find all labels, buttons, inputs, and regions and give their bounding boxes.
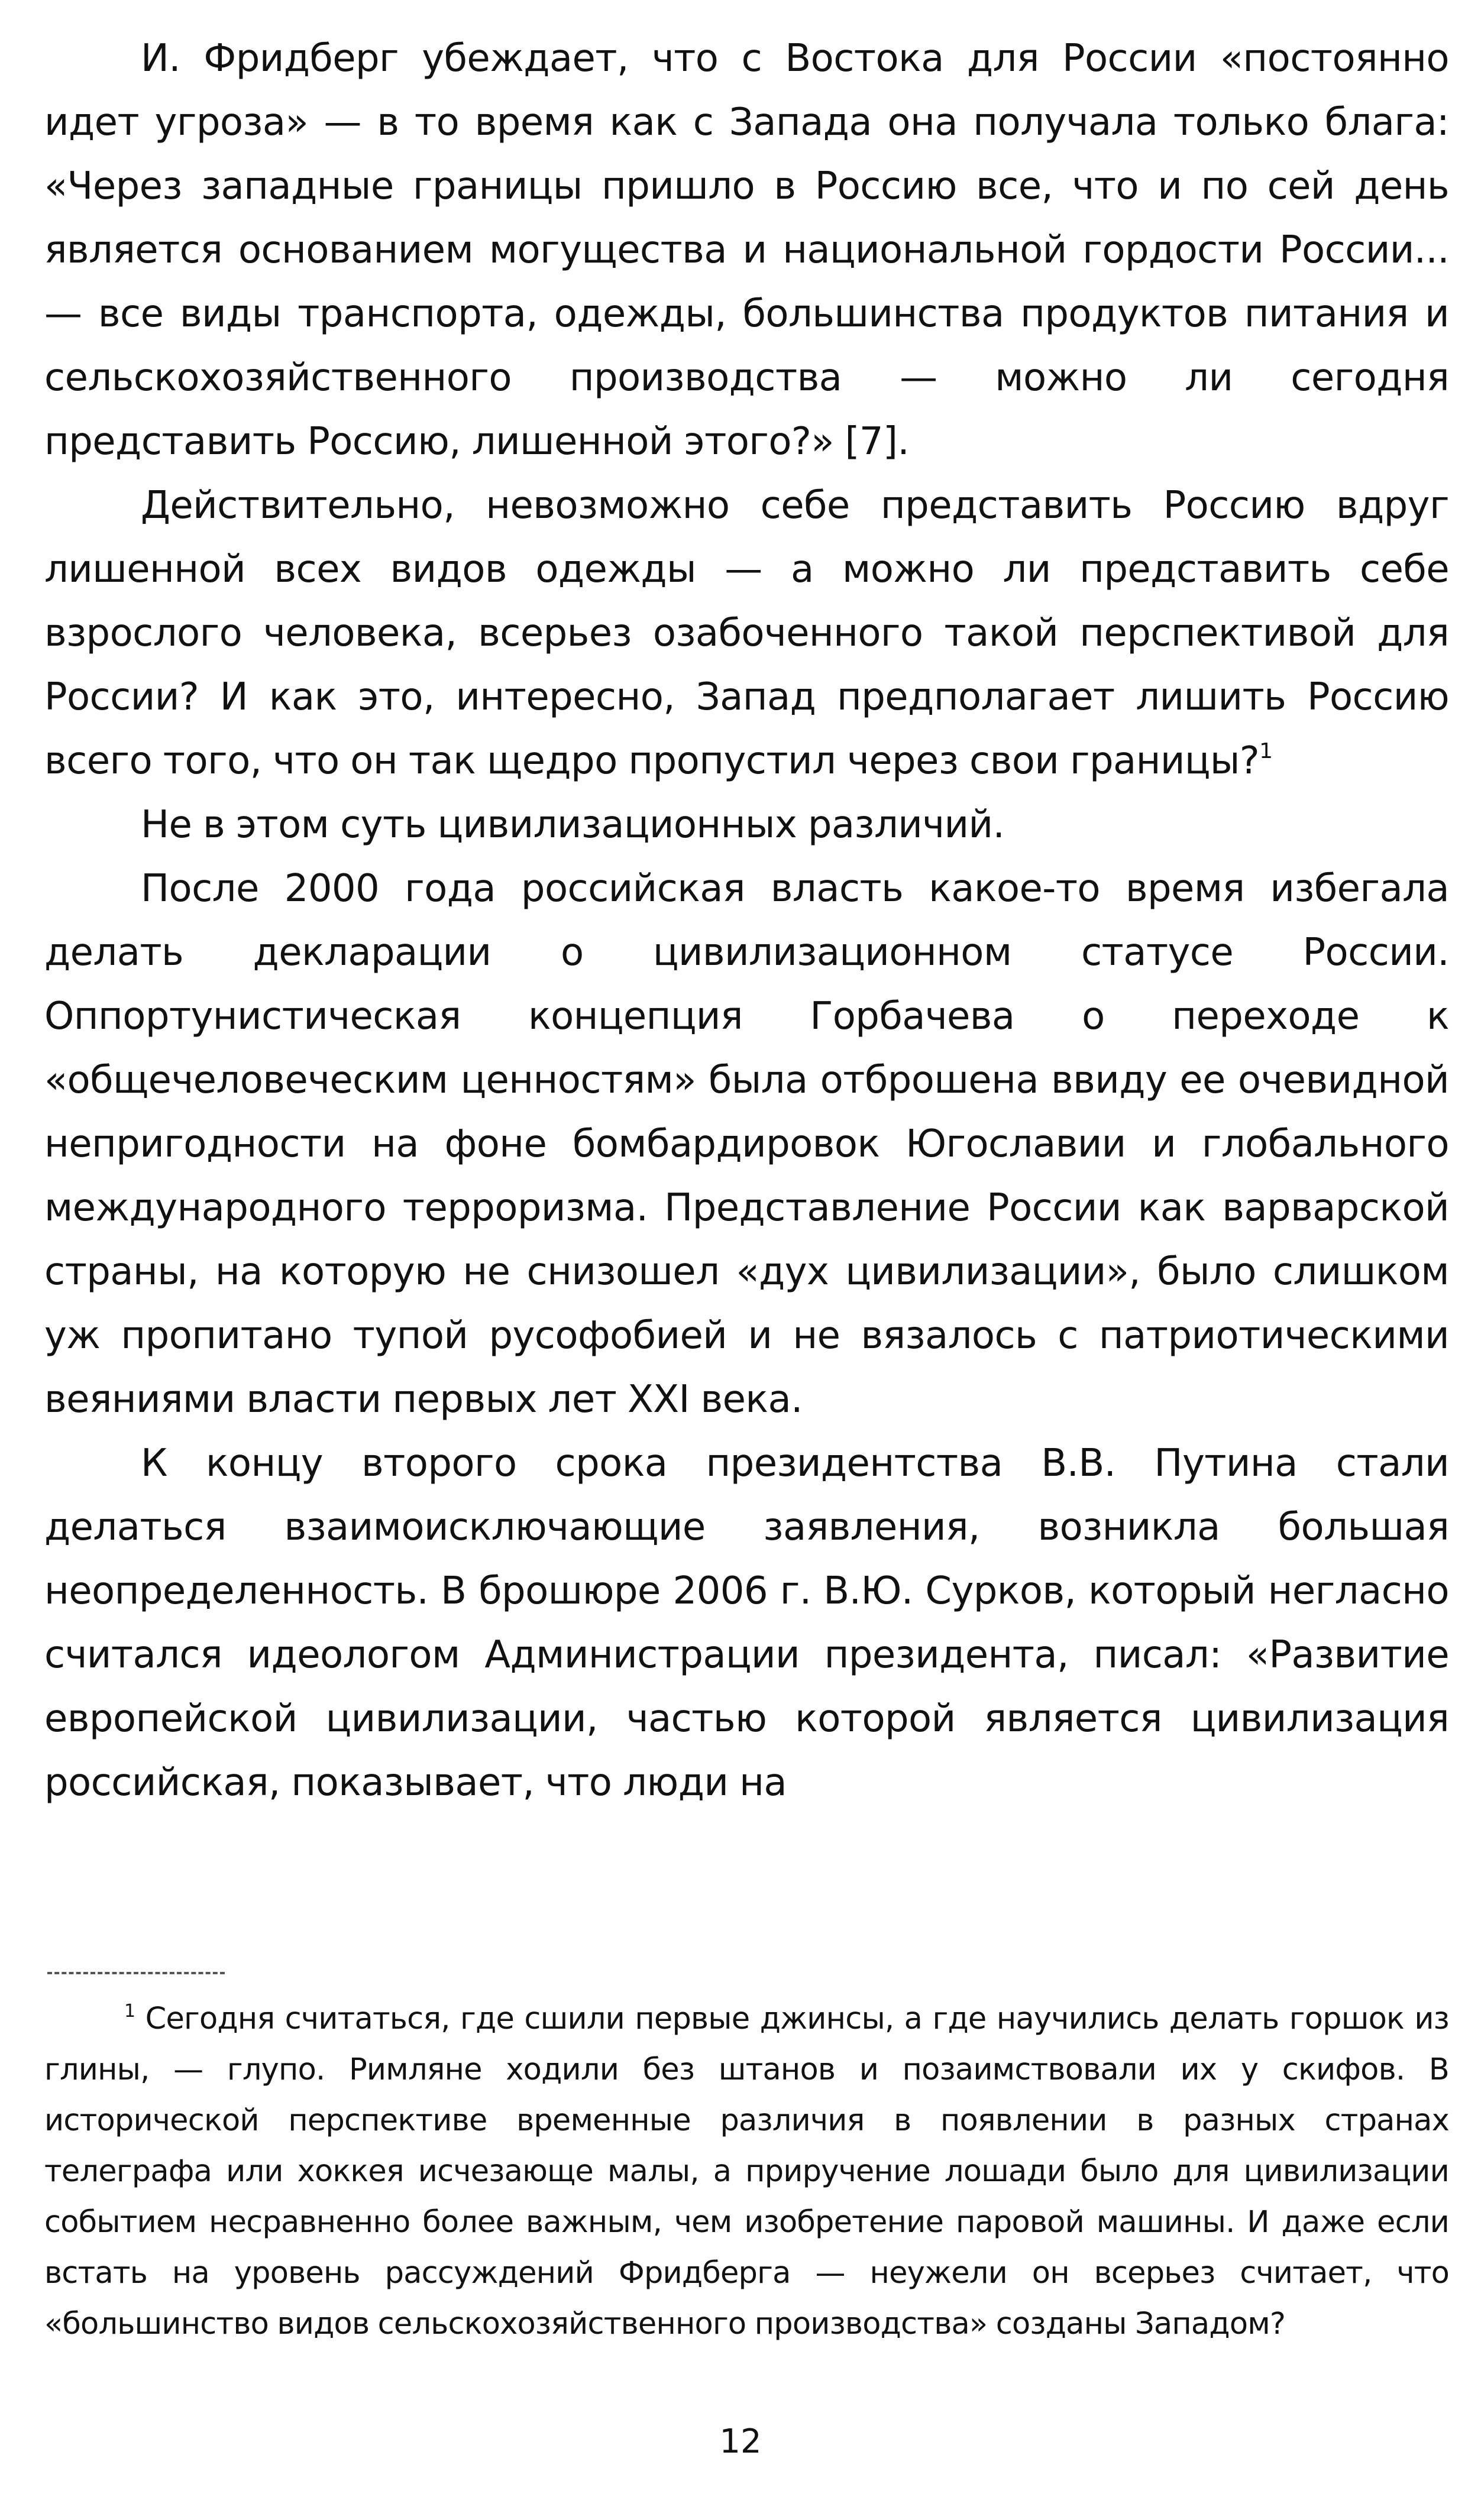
- paragraph-3: Не в этом суть цивилизационных различий.: [141, 803, 1005, 847]
- footnote-text: Сегодня считаться, где сшили первые джинсы, а где научились делать горшок из глины, — глупо. Римляне ходили без штанов и позаимствовали их у скифов. В исторической перспективе временные различия в появлении в разных странах телеграфа или хоккея исчезающе малы, а приручение лошади было для цивилизации событием несравненно более важным, чем изобретение паровой машины. И даже если встать на уровень рассуждений Фридберга — неужели он всерьез считает, что «большинство видов сельскохозяйственного производства» созданы Западом?: [44, 2001, 1449, 2341]
- footnote-reference: 1: [1259, 739, 1273, 763]
- paragraph-5: К концу второго срока президентства В.В. Путина стали делаться взаимоисключающие заявления, возникла большая неопределенность. В брошюре 2006 г. В.Ю. Сурков, который негласно считался идеологом Администрации президента, писал: «Развитие европейской цивилизации, частью которой является цивилизация российская, показывает, что люди на: [44, 1442, 1449, 1805]
- page-body: [44, 27, 1449, 1815]
- page-number: 12: [719, 2422, 762, 2461]
- footnote-marker: 1: [124, 2001, 135, 2022]
- paragraph-2-text: Действительно, невозможно себе представить Россию вдруг лишенной всех видов одежды — а можно ли представить себе взрослого человека, всерьез озабоченного такой перспективой для России? И как это, интересно, Запад предполагает лишить Россию всего того, что он так щедро пропустил через свои границы?: [44, 484, 1449, 783]
- footnote-separator: [47, 1972, 225, 1974]
- paragraph-4: После 2000 года российская власть какое-то время избегала делать декларации о цивилизационном статусе России. Оппортунистическая концепция Горбачева о переходе к «общечеловеческим ценностям» была отброшена ввиду ее очевидной непригодности на фоне бомбардировок Югославии и глобального международного терроризма. Представление России как варварской страны, на которую не снизошел «дух цивилизации», было слишком уж пропитано тупой русофобией и не вязалось с патриотическими веяниями власти первых лет XXI века.: [44, 867, 1449, 1421]
- main-text: [44, 27, 1449, 1815]
- paragraph-2: [44, 474, 1449, 793]
- footnote: [44, 1994, 1449, 2350]
- paragraph-1: И. Фридберг убеждает, что с Востока для России «постоянно идет угроза» — в то время как с Запада она получала только блага: «Через западные границы пришло в Россию все, что и по сей день является основанием могущества и национальной гордости России... — все виды транспорта, одежды, большинства продуктов питания и сельскохозяйственного производства — можно ли сегодня представить Россию, лишенной этого?» [7].: [44, 37, 1449, 464]
